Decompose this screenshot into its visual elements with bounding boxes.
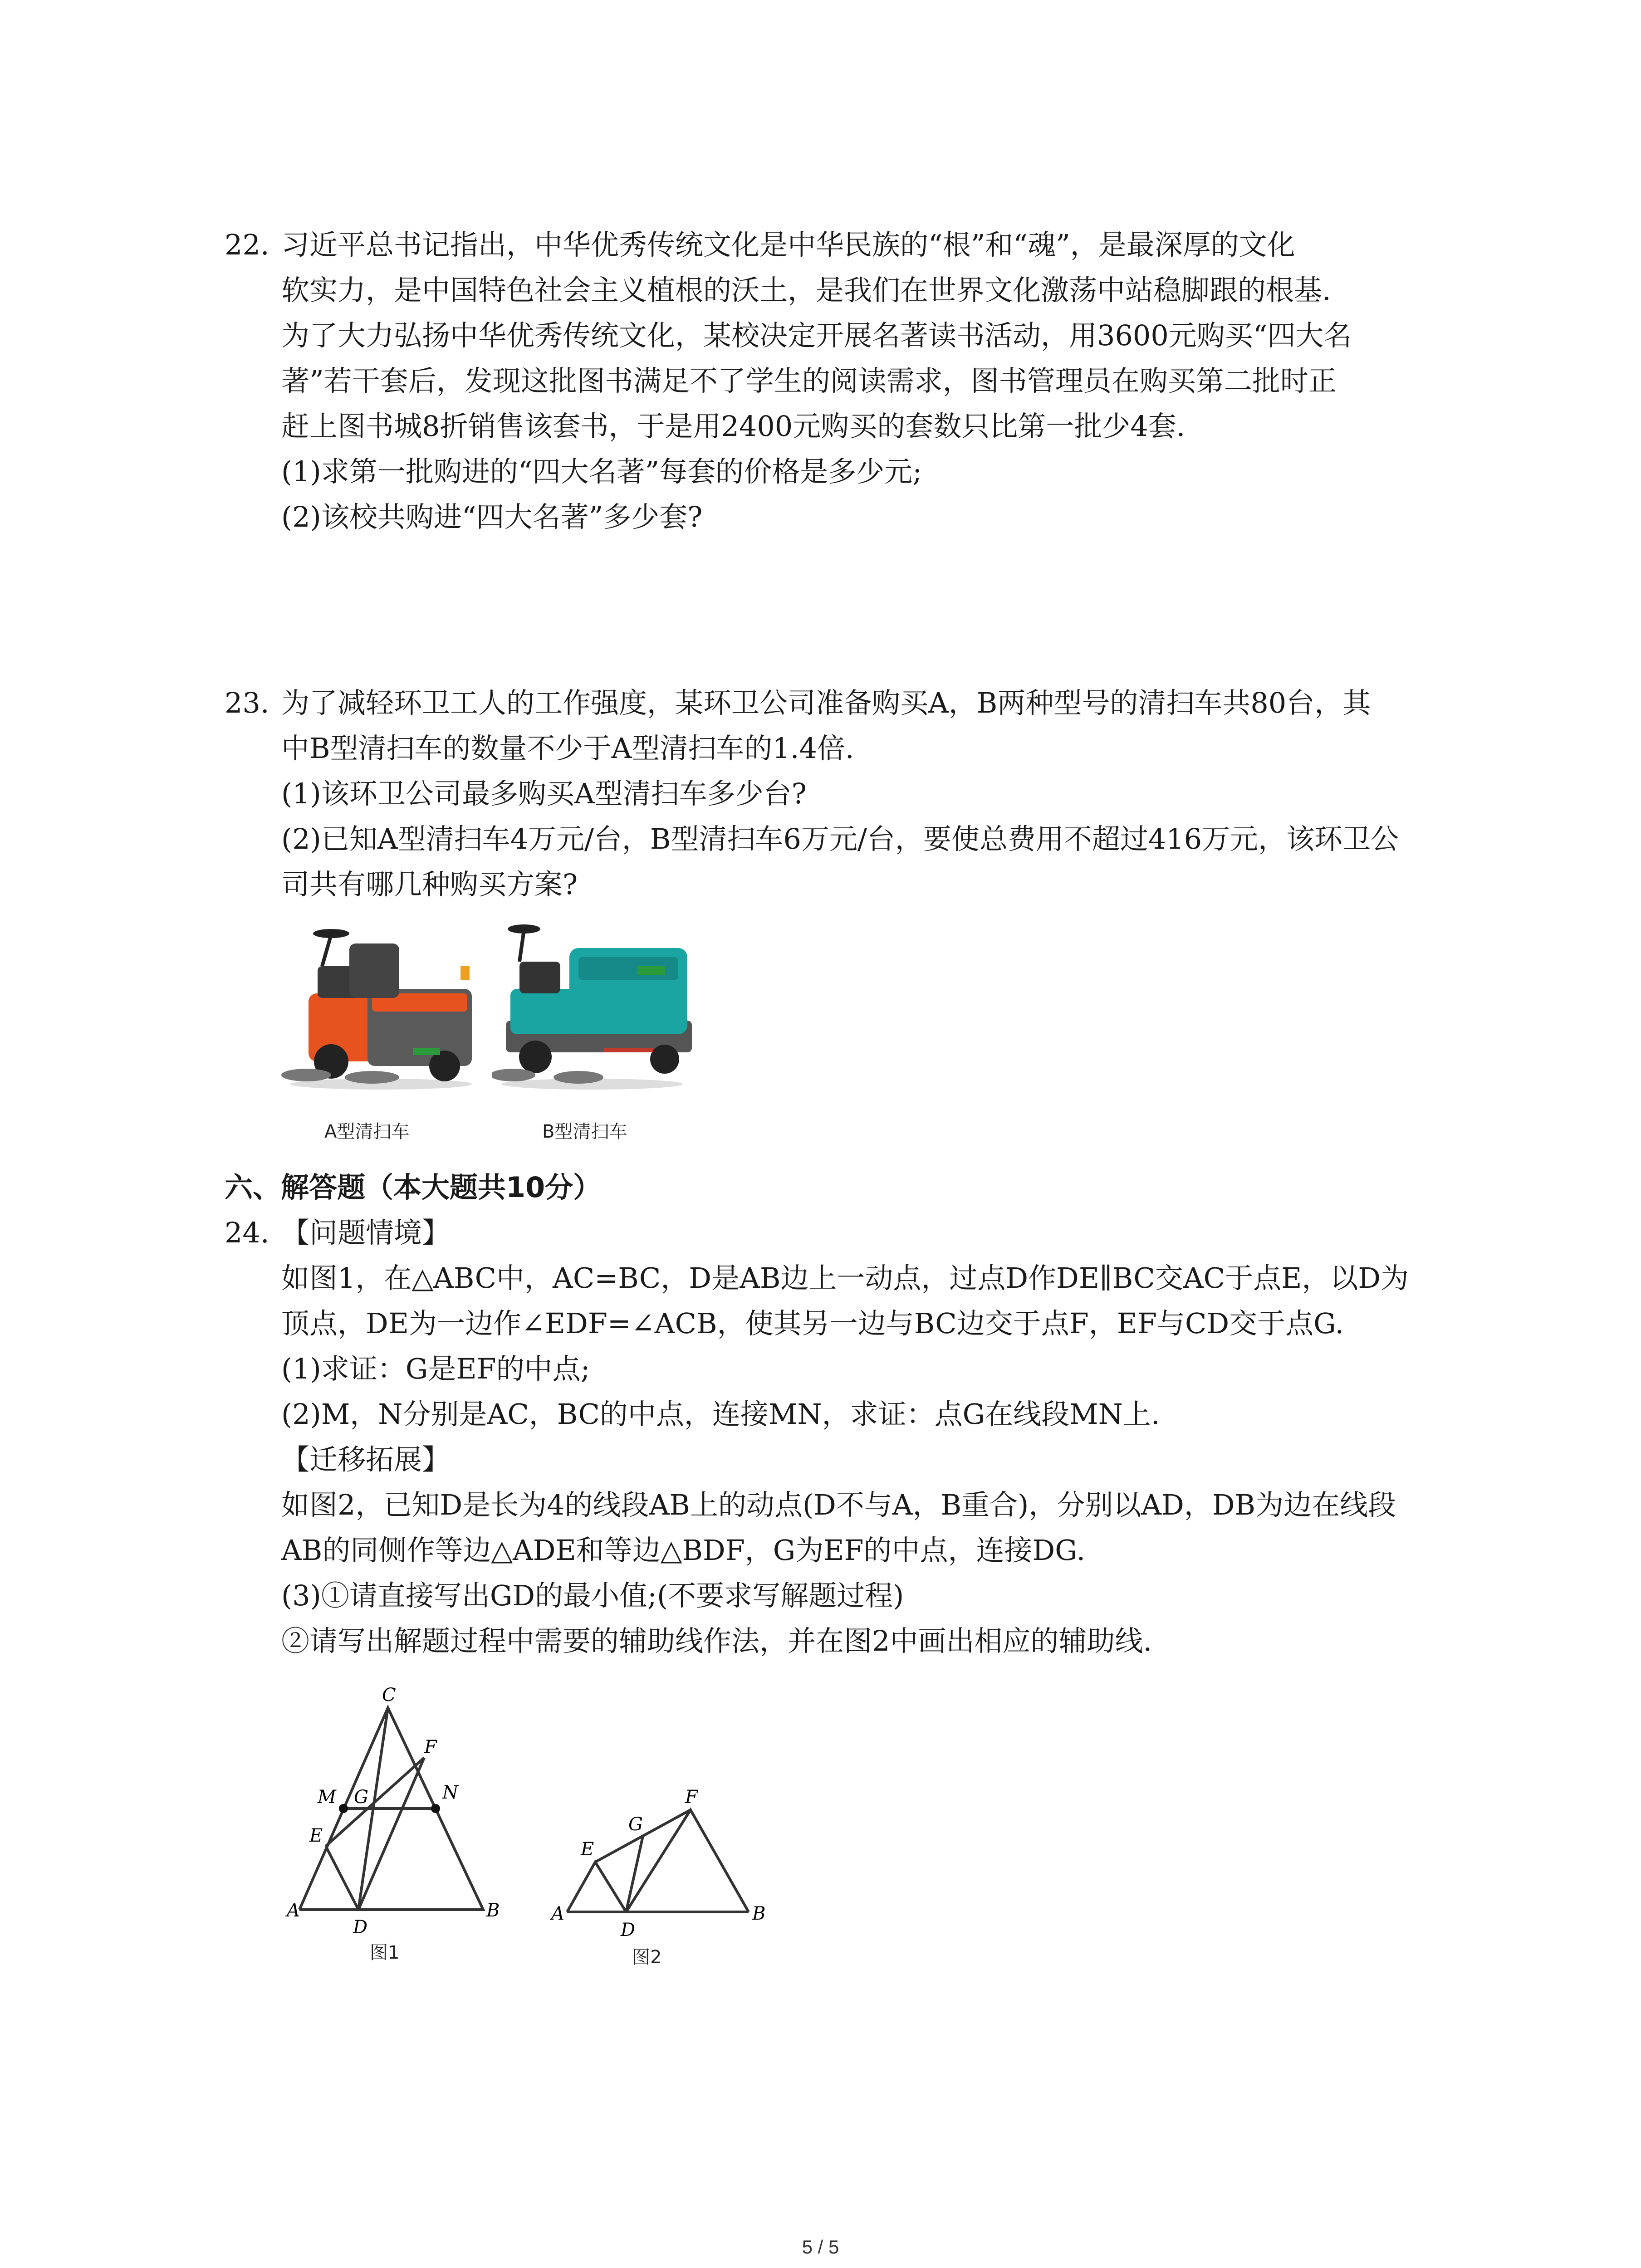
question-number: 24. [225,1216,269,1249]
q24-line: 如图1，在△ABC中，AC=BC，D是AB边上一动点，过点D作DE∥BC交AC于点E，以D为 [281,1261,1409,1295]
q22-line: 软实力，是中国特色社会主义植根的沃土，是我们在世界文化激荡中站稳脚跟的根基. [281,274,1331,307]
point-m-dot [339,1804,348,1813]
figure-1-caption: 图1 [370,1942,400,1963]
label-a: A [551,1903,564,1924]
page-number: 5 / 5 [802,2236,839,2258]
label-d: D [353,1917,368,1938]
q23-line: 司共有哪几种购买方案? [281,868,578,901]
question-number: 23. [225,686,269,719]
q23-line: 中B型清扫车的数量不少于A型清扫车的1.4倍. [281,732,854,765]
q24-heading: 【问题情境】 [281,1216,451,1249]
point-n-dot [431,1804,440,1813]
label-n: N [442,1782,458,1803]
label-e: E [581,1839,594,1860]
label-f: F [424,1737,437,1758]
sweeper-b-caption: B型清扫车 [542,1121,627,1142]
label-f: F [685,1787,698,1808]
label-e: E [309,1825,323,1846]
q22-line: 赶上图书城8折销售该套书，于是用2400元购买的套数只比第一批少4套. [281,410,1185,443]
label-m: M [318,1787,336,1808]
q24-heading: 【迁移拓展】 [281,1443,451,1476]
q24-line: 顶点，DE为一边作∠EDF=∠ACB，使其另一边与BC边交于点F，EF与CD交于点G. [281,1307,1344,1340]
q22-line: 习近平总书记指出，中华优秀传统文化是中华民族的“根”和“魂”，是最深厚的文化 [281,228,1295,261]
label-a: A [287,1900,300,1921]
label-d: D [621,1920,636,1941]
label-g: G [354,1787,368,1808]
label-c: C [382,1685,396,1706]
label-b: B [752,1903,766,1924]
sweeper-a-image [281,916,485,1093]
q22-line: 为了大力弘扬中华优秀传统文化，某校决定开展名著读书活动，用3600元购买“四大名 [281,319,1352,352]
q22-line: 著”若干套后，发现这批图书满足不了学生的阅读需求，图书管理员在购买第二批时正 [281,364,1337,397]
q24-subquestion: (1)求证：G是EF的中点; [281,1352,590,1385]
figure-2-caption: 图2 [632,1947,662,1968]
sweeper-b-image [492,916,696,1093]
q22-subquestion: (2)该校共购进“四大名著”多少套? [281,500,703,533]
q24-subquestion: (2)M，N分别是AC，BC的中点，连接MN，求证：点G在线段MN上. [281,1398,1160,1431]
q22-subquestion: (1)求第一批购进的“四大名著”每套的价格是多少元; [281,455,922,488]
label-g: G [628,1814,643,1835]
q24-line: AB的同侧作等边△ADE和等边△BDF，G为EF的中点，连接DG. [281,1534,1086,1567]
q24-subquestion: (3)①请直接写出GD的最小值;(不要求写解题过程) [281,1579,904,1612]
label-b: B [486,1900,500,1921]
q23-subquestion: (1)该环卫公司最多购买A型清扫车多少台? [281,777,807,810]
q24-subquestion: ②请写出解题过程中需要的辅助线作法，并在图2中画出相应的辅助线. [281,1624,1152,1657]
q24-line: 如图2，已知D是长为4的线段AB上的动点(D不与A，B重合)，分别以AD，DB为边在线段 [281,1488,1396,1521]
section-title: 六、解答题（本大题共10分） [225,1171,602,1204]
sweeper-a-caption: A型清扫车 [324,1121,410,1142]
question-number: 22. [225,228,269,261]
q23-line: 为了减轻环卫工人的工作强度，某环卫公司准备购买A，B两种型号的清扫车共80台，其 [281,686,1371,719]
figure-2-diagram [567,1810,749,1912]
q23-subquestion: (2)已知A型清扫车4万元/台，B型清扫车6万元/台，要使总费用不超过416万元，该环卫公 [281,822,1399,855]
